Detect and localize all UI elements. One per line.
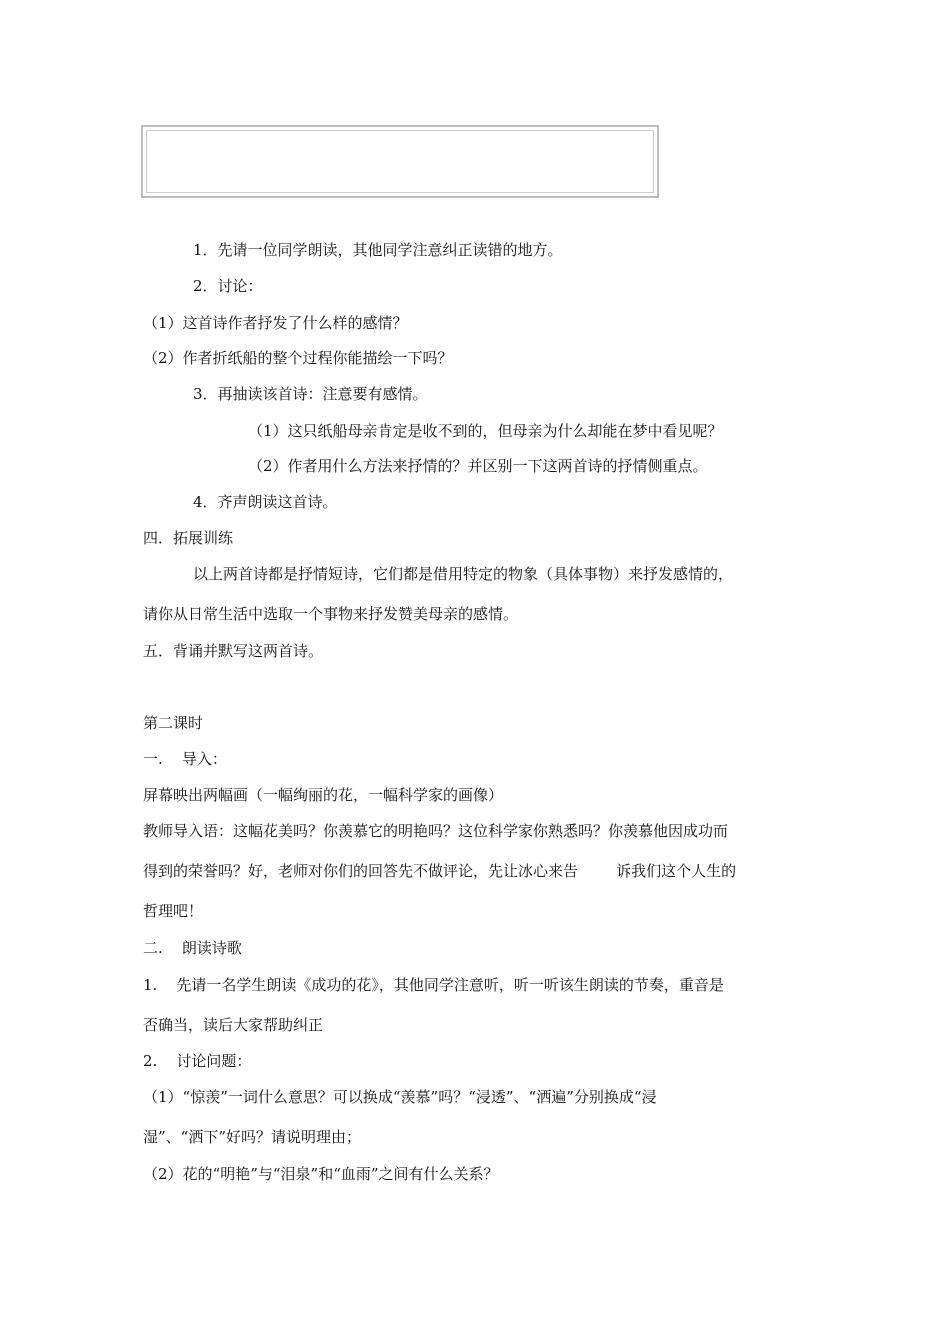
question-2-paper-boat: （2）作者折纸船的整个过程你能描绘一下吗？	[143, 349, 453, 367]
reading-step-1-line-2: 否确当，读后大家帮助纠正	[143, 1016, 324, 1034]
empty-box-inner-border	[146, 130, 654, 193]
step-1-read-aloud: 1．先请一位同学朗读，其他同学注意纠正读错的地方。	[193, 241, 563, 259]
teacher-intro-line-2: 得到的荣誉吗？好，老师对你们的回答先不做评论，先让冰心来告 诉我们这个人生的	[143, 862, 737, 880]
reading-step-1-line-1: 1. 先请一名学生朗读《成功的花》，其他同学注意听，听一听该生朗读的节奏，重音是	[143, 976, 724, 994]
empty-box-frame	[141, 125, 659, 198]
teacher-intro-line-3: 哲理吧！	[143, 902, 204, 920]
sub-question-2-method: （2）作者用什么方法来抒情的？并区别一下这两首诗的抒情侧重点。	[248, 457, 708, 475]
discussion-q1-line-2: 湿”、“洒下”好吗？请说明理由；	[143, 1128, 362, 1146]
discussion-q2: （2）花的“明艳”与“泪泉”和“血雨”之间有什么关系？	[143, 1165, 499, 1183]
part-1-heading: 一. 导入：	[143, 750, 227, 768]
step-2-discussion: 2．讨论：	[193, 277, 263, 295]
section-5-heading: 五．背诵并默写这两首诗。	[143, 642, 324, 660]
extension-paragraph-line-1: 以上两首诗都是抒情短诗，它们都是借用特定的物象（具体事物）来抒发感情的，	[193, 565, 734, 583]
teacher-intro-line-1: 教师导入语：这幅花美吗？你羡慕它的明艳吗？这位科学家你熟悉吗？你羡慕他因成功而	[143, 822, 729, 840]
lesson-2-title: 第二课时	[143, 714, 204, 732]
discussion-q1-line-1: （1）“惊羡”一词什么意思？可以换成“羡慕”吗？“浸透”、“洒遍”分别换成“浸	[143, 1088, 657, 1106]
step-4-read-together: 4．齐声朗读这首诗。	[193, 493, 338, 511]
question-1-emotion: （1）这首诗作者抒发了什么样的感情？	[143, 314, 408, 332]
intro-screen-text: 屏幕映出两幅画（一幅绚丽的花，一幅科学家的画像）	[143, 786, 504, 804]
part-2-heading: 二. 朗读诗歌	[143, 939, 242, 957]
section-4-heading: 四．拓展训练	[143, 529, 234, 547]
extension-paragraph-line-2: 请你从日常生活中选取一个事物来抒发赞美母亲的感情。	[143, 605, 519, 623]
sub-question-1-dream: （1）这只纸船母亲肯定是收不到的，但母亲为什么却能在梦中看见呢？	[248, 422, 723, 440]
step-3-reread: 3．再抽读该首诗：注意要有感情。	[193, 385, 428, 403]
reading-step-2: 2. 讨论问题：	[143, 1052, 252, 1070]
